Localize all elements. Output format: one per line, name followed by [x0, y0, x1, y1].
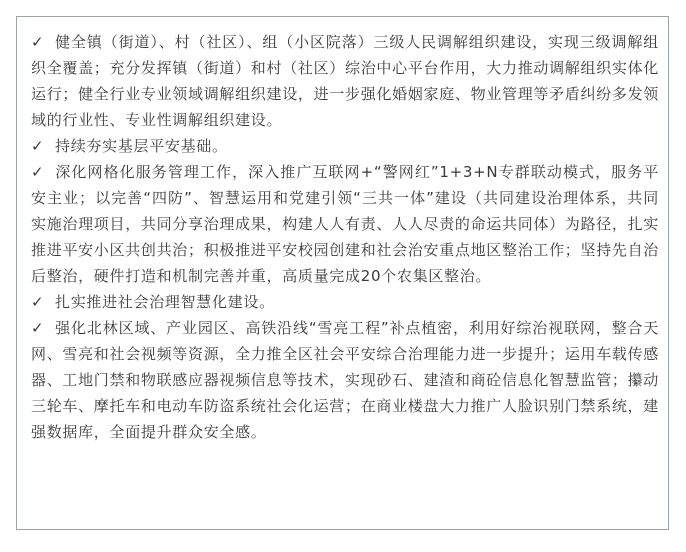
content-frame	[16, 16, 669, 530]
list-item	[31, 29, 659, 133]
check-icon: ✓	[31, 163, 45, 181]
list-item	[31, 315, 659, 445]
item-text: 深化网格化服务管理工作，深入推广互联网+“警网红”1+3+N专群联动模式，服务平安主业；以完善“四防”、智慧运用和党建引领“三共一体”建设（共同建设治理体系，共同实施治理项目，共同分享治理成果，构建人人有责、人人尽责的命运共同体）为路径，扎实推进平安小区共创共治；积极推进平安校园创建和社会治安重点地区整治工作；坚持先自治后整治，硬件打造和机制完善并重，高质量完成20个农集区整治。	[31, 163, 660, 285]
item-text: 持续夯实基层平安基础。	[55, 137, 228, 155]
check-icon: ✓	[31, 137, 45, 155]
list-item	[31, 159, 659, 289]
checklist	[31, 29, 659, 445]
item-text: 强化北林区域、产业园区、高铁沿线“雪亮工程”补点植密，利用好综治视联网，整合天网、雪亮和社会视频等资源，全力推全区社会平安综合治理能力进一步提升；运用车载传感器、工地门禁和物联感应器视频信息等技术，实现砂石、建渣和商砼信息化智慧监管；攥动三轮车、摩托车和电动车防盗系统社会化运营；在商业楼盘大力推广人脸识别门禁系统，建强数据库，全面提升群众安全感。	[31, 319, 660, 441]
check-icon: ✓	[31, 33, 45, 51]
check-icon: ✓	[31, 319, 45, 337]
list-item	[31, 289, 659, 315]
check-icon: ✓	[31, 293, 45, 311]
list-item	[31, 133, 659, 159]
item-text: 健全镇（街道）、村（社区）、组（小区院落）三级人民调解组织建设，实现三级调解组织全覆盖；充分发挥镇（街道）和村（社区）综治中心平台作用，大力推动调解组织实体化运行；健全行业专业领域调解组织建设，进一步强化婚姻家庭、物业管理等矛盾纠纷多发领域的行业性、专业性调解组织建设。	[31, 33, 660, 129]
item-text: 扎实推进社会治理智慧化建设。	[55, 293, 275, 311]
